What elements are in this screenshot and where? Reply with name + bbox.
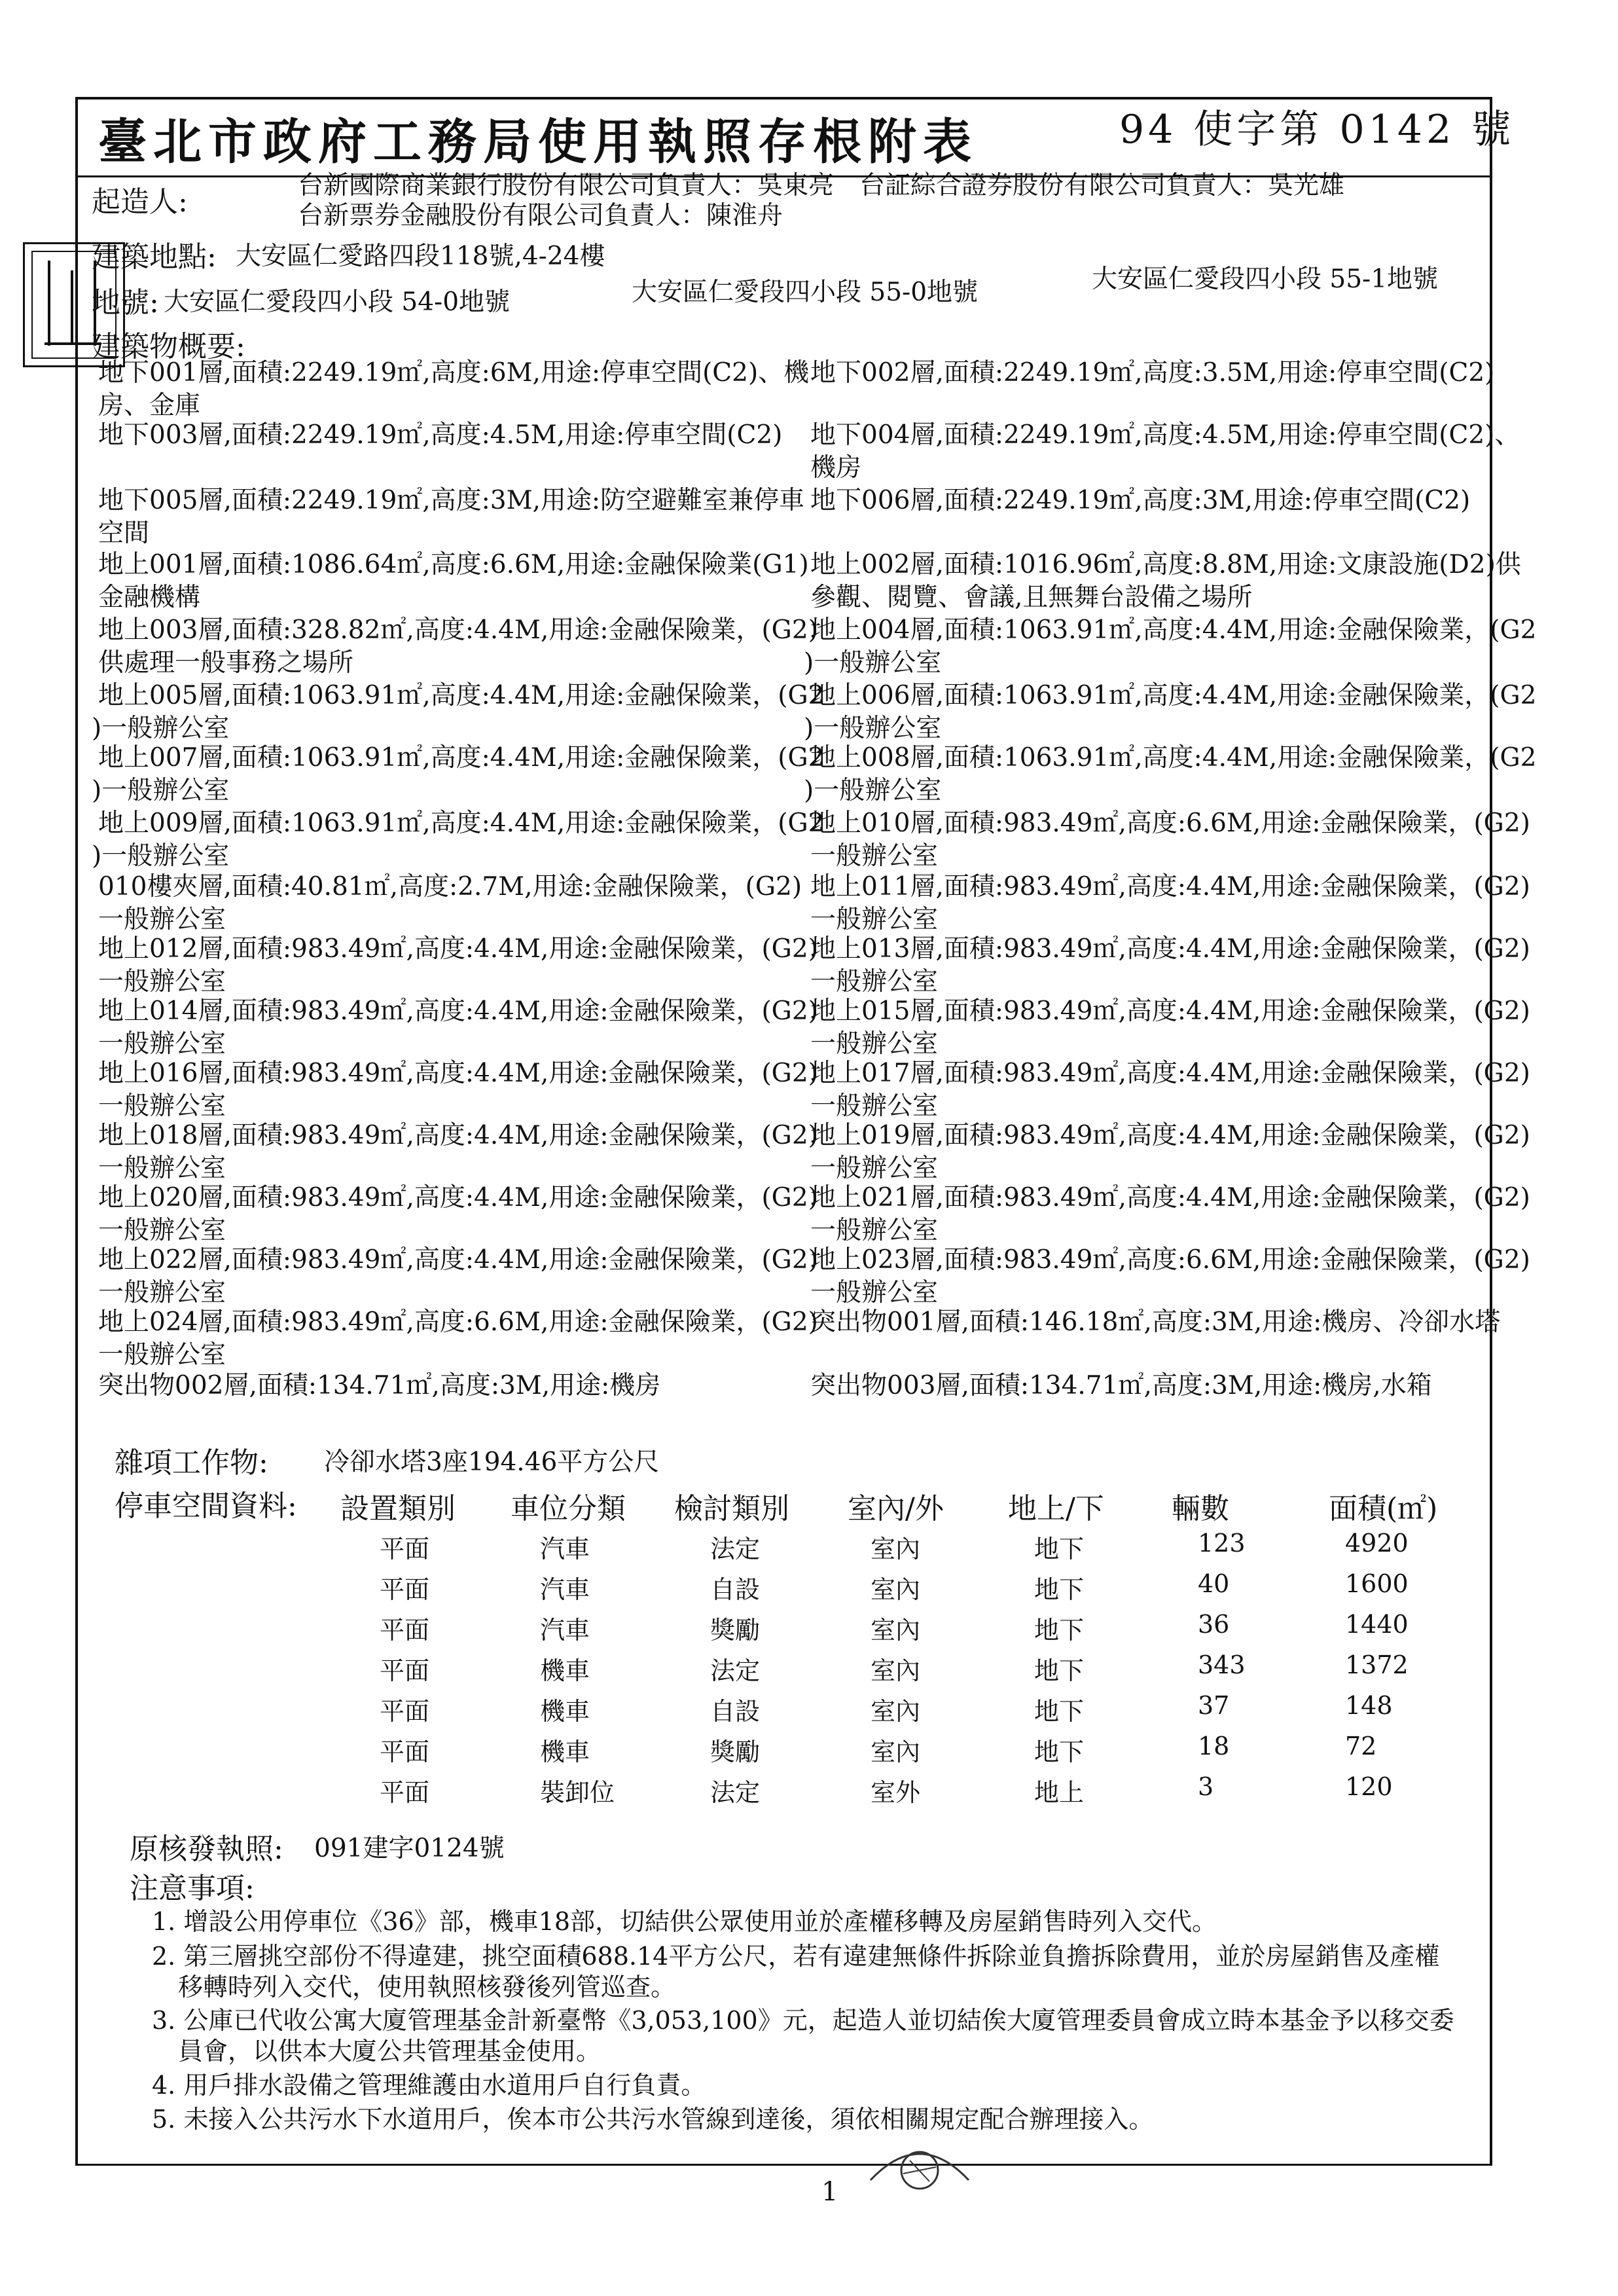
overview-right-entry	[810, 1057, 1530, 1123]
overview-right-entry	[804, 680, 1537, 745]
overview-right-entry	[810, 995, 1530, 1061]
overview-left-line: 地上009層,面積:1063.91㎡,高度:4.4M,用途:金融保險業，(G2	[98, 809, 825, 838]
overview-left-line: 突出物002層,面積:134.71㎡,高度:3M,用途:機房	[98, 1371, 661, 1400]
site-value: 大安區仁愛路四段118號,4-24樓	[236, 242, 605, 271]
parking-cell: 123	[1198, 1529, 1246, 1558]
parking-cell: 37	[1198, 1691, 1230, 1720]
overview-right-entry	[810, 871, 1530, 936]
note-item: 員會，以供本大廈公共管理基金使用。	[178, 2037, 602, 2066]
overview-left-line: 地上020層,面積:983.49㎡,高度:4.4M,用途:金融保險業，(G2)	[98, 1183, 818, 1212]
parking-header-cell: 面積(㎡)	[1329, 1492, 1438, 1525]
overview-left-line: 地上003層,面積:328.82㎡,高度:4.4M,用途:金融保險業，(G2)	[98, 615, 818, 645]
overview-left-line: 一般辦公室	[98, 967, 226, 996]
overview-right-line: 一般辦公室	[810, 1278, 939, 1307]
overview-left-entry	[98, 871, 802, 936]
overview-right-entry	[810, 419, 1520, 484]
parking-cell: 120	[1345, 1772, 1393, 1801]
page-number: 1	[821, 2177, 838, 2207]
parking-header-cell: 室內/外	[848, 1492, 944, 1525]
overview-left-line: 地上007層,面積:1063.91㎡,高度:4.4M,用途:金融保險業，(G2	[98, 743, 825, 773]
overview-label: 建築物概要:	[92, 330, 245, 363]
parking-cell: 自設	[710, 1697, 761, 1726]
parking-cell: 室外	[871, 1778, 921, 1807]
overview-left-line: 一般辦公室	[98, 1340, 226, 1370]
overview-right-entry	[804, 614, 1537, 680]
overview-left-entry	[98, 1370, 660, 1402]
parking-cell: 室內	[871, 1616, 921, 1645]
overview-left-line: 地上001層,面積:1086.64㎡,高度:6.6M,用途:金融保險業(G1)	[98, 550, 809, 579]
overview-right-entry	[810, 549, 1521, 614]
parking-cell: 343	[1198, 1650, 1246, 1679]
note-item: 1. 增設公用停車位《36》部，機車18部，切結供公眾使用並於產權移轉及房屋銷售時列入交代。	[152, 1907, 1217, 1936]
overview-left-entry	[98, 1244, 818, 1309]
parking-cell: 平面	[380, 1738, 430, 1766]
overview-right-line: )一般辦公室	[804, 776, 942, 805]
parking-cell: 自設	[710, 1575, 761, 1604]
parking-cell: 平面	[380, 1778, 430, 1807]
builder-label: 起造人:	[92, 185, 188, 219]
overview-left-entry	[98, 1306, 818, 1372]
lot-3: 大安區仁愛段四小段 55-1地號	[1092, 264, 1439, 294]
overview-right-entry	[810, 1244, 1530, 1309]
overview-right-line: 地上019層,面積:983.49㎡,高度:4.4M,用途:金融保險業，(G2)	[810, 1121, 1530, 1150]
misc-work-label: 雜項工作物:	[115, 1446, 268, 1480]
parking-cell: 平面	[380, 1656, 430, 1685]
overview-left-line: )一般辦公室	[92, 841, 230, 871]
parking-header-cell: 輛數	[1172, 1492, 1229, 1525]
overview-left-entry	[98, 995, 818, 1061]
overview-right-entry	[810, 1306, 1500, 1339]
parking-cell: 148	[1345, 1691, 1393, 1720]
overview-left-line: 地下001層,面積:2249.19㎡,高度:6M,用途:停車空間(C2)、機	[98, 358, 810, 388]
overview-left-line: 地上012層,面積:983.49㎡,高度:4.4M,用途:金融保險業，(G2)	[98, 934, 818, 964]
overview-left-entry	[92, 742, 825, 807]
parking-cell: 獎勵	[710, 1616, 761, 1645]
notes-label: 注意事項:	[130, 1872, 255, 1905]
parking-cell: 室內	[871, 1697, 921, 1726]
note-item: 移轉時列入交代，使用執照核發後列管巡查。	[178, 1973, 676, 2001]
overview-left-line: 一般辦公室	[98, 1216, 226, 1245]
builder-line-2: 台新票券金融股份有限公司負責人：陳淮舟	[298, 201, 783, 230]
overview-left-entry	[98, 1182, 818, 1247]
parking-cell: 地下	[1034, 1575, 1085, 1604]
overview-left-line: )一般辦公室	[92, 776, 230, 805]
parking-cell: 地下	[1034, 1697, 1085, 1726]
overview-left-line: 一般辦公室	[98, 1278, 226, 1307]
overview-left-line: 金融機構	[98, 583, 201, 612]
overview-right-line: 地上015層,面積:983.49㎡,高度:4.4M,用途:金融保險業，(G2)	[810, 996, 1530, 1026]
overview-left-entry	[98, 419, 782, 452]
overview-right-line: 地上010層,面積:983.49㎡,高度:6.6M,用途:金融保險業，(G2)	[810, 809, 1530, 838]
overview-right-line: 一般辦公室	[810, 1216, 939, 1245]
lot-label: 地號:	[92, 286, 159, 319]
parking-header-cell: 車位分類	[511, 1492, 626, 1525]
note-item: 5. 未接入公共污水下水道用戶，俟本市公共污水管線到達後，須依相關規定配合辦理接入。	[152, 2105, 1154, 2134]
original-permit-label: 原核發執照:	[130, 1832, 283, 1866]
overview-right-line: 一般辦公室	[810, 841, 939, 871]
parking-cell: 1440	[1345, 1610, 1409, 1639]
parking-cell: 平面	[380, 1575, 430, 1604]
overview-right-line: 地上021層,面積:983.49㎡,高度:4.4M,用途:金融保險業，(G2)	[810, 1183, 1530, 1212]
overview-right-entry	[810, 1370, 1432, 1402]
parking-cell: 地下	[1034, 1535, 1085, 1563]
parking-cell: 室內	[871, 1575, 921, 1604]
overview-left-line: 地下003層,面積:2249.19㎡,高度:4.5M,用途:停車空間(C2)	[98, 420, 783, 450]
overview-right-line: 一般辦公室	[810, 967, 939, 996]
parking-cell: 1600	[1345, 1569, 1409, 1598]
overview-left-line: 地上016層,面積:983.49㎡,高度:4.4M,用途:金融保險業，(G2)	[98, 1059, 818, 1088]
overview-right-line: 一般辦公室	[810, 905, 939, 934]
overview-left-line: 地上005層,面積:1063.91㎡,高度:4.4M,用途:金融保險業，(G2	[98, 681, 825, 710]
document-title: 臺北市政府工務局使用執照存根附表	[98, 114, 978, 170]
parking-header-cell: 設置類別	[340, 1492, 456, 1525]
document-number: 94 使字第 0142 號	[1119, 107, 1515, 153]
note-item: 2. 第三層挑空部份不得違建，挑空面積688.14平方公尺，若有違建無條件拆除並負擔拆除費用，並於房屋銷售及產權	[152, 1942, 1440, 1971]
overview-left-line: 一般辦公室	[98, 905, 226, 934]
overview-left-entry	[92, 807, 825, 873]
builder-line-1: 台新國際商業銀行股份有限公司負責人：吳東亮 台証綜合證券股份有限公司負責人：吳光雄	[298, 171, 1345, 200]
overview-left-entry	[92, 680, 825, 745]
overview-left-line: 空間	[98, 519, 150, 548]
parking-cell: 獎勵	[710, 1738, 761, 1766]
overview-right-entry	[810, 1120, 1530, 1185]
overview-left-line: 房、金庫	[98, 391, 201, 420]
overview-right-line: 地上004層,面積:1063.91㎡,高度:4.4M,用途:金融保險業，(G2	[810, 615, 1537, 645]
overview-left-entry	[98, 484, 804, 550]
parking-cell: 平面	[380, 1535, 430, 1563]
overview-right-line: 一般辦公室	[810, 1029, 939, 1059]
overview-left-entry	[98, 933, 818, 998]
parking-cell: 18	[1198, 1732, 1230, 1760]
overview-left-line: 地上014層,面積:983.49㎡,高度:4.4M,用途:金融保險業，(G2)	[98, 996, 818, 1026]
parking-cell: 室內	[871, 1738, 921, 1766]
overview-right-line: 地上013層,面積:983.49㎡,高度:4.4M,用途:金融保險業，(G2)	[810, 934, 1530, 964]
lot-1: 大安區仁愛段四小段 54-0地號	[164, 287, 511, 317]
parking-cell: 40	[1198, 1569, 1230, 1598]
note-item: 4. 用戶排水設備之管理維護由水道用戶自行負責。	[152, 2071, 706, 2100]
overview-right-line: 地下002層,面積:2249.19㎡,高度:3.5M,用途:停車空間(C2)	[810, 358, 1495, 388]
parking-cell: 地下	[1034, 1616, 1085, 1645]
seal-mark	[864, 2134, 975, 2206]
parking-cell: 地上	[1034, 1778, 1085, 1807]
original-permit-value: 091建字0124號	[314, 1834, 505, 1863]
parking-cell: 機車	[540, 1738, 590, 1766]
overview-right-line: 突出物003層,面積:134.71㎡,高度:3M,用途:機房,水箱	[810, 1371, 1432, 1400]
overview-left-line: 地上024層,面積:983.49㎡,高度:6.6M,用途:金融保險業，(G2)	[98, 1307, 818, 1337]
overview-right-line: 機房	[810, 453, 862, 483]
parking-cell: 地下	[1034, 1738, 1085, 1766]
overview-right-line: 地下004層,面積:2249.19㎡,高度:4.5M,用途:停車空間(C2)、	[810, 420, 1520, 450]
parking-header-cell: 地上/下	[1008, 1492, 1104, 1525]
parking-cell: 汽車	[540, 1575, 590, 1604]
lot-2: 大安區仁愛段四小段 55-0地號	[632, 278, 979, 307]
overview-right-entry	[810, 357, 1494, 390]
parking-cell: 法定	[710, 1656, 761, 1685]
overview-left-line: )一般辦公室	[92, 714, 230, 743]
overview-left-line: 地下005層,面積:2249.19㎡,高度:3M,用途:防空避難室兼停車	[98, 486, 805, 515]
parking-cell: 法定	[710, 1535, 761, 1563]
overview-left-line: 一般辦公室	[98, 1154, 226, 1183]
parking-cell: 室內	[871, 1535, 921, 1563]
parking-cell: 72	[1345, 1732, 1377, 1760]
overview-right-line: 地上023層,面積:983.49㎡,高度:6.6M,用途:金融保險業，(G2)	[810, 1245, 1530, 1275]
parking-cell: 平面	[380, 1616, 430, 1645]
overview-right-line: 地上008層,面積:1063.91㎡,高度:4.4M,用途:金融保險業，(G2	[810, 743, 1537, 773]
overview-right-line: 突出物001層,面積:146.18㎡,高度:3M,用途:機房、冷卻水塔	[810, 1307, 1501, 1337]
overview-left-entry	[98, 1057, 818, 1123]
overview-right-entry	[810, 807, 1530, 873]
overview-right-line: 一般辦公室	[810, 1091, 939, 1121]
overview-left-line: 地上022層,面積:983.49㎡,高度:4.4M,用途:金融保險業，(G2)	[98, 1245, 818, 1275]
parking-cell: 3	[1198, 1772, 1214, 1801]
overview-left-line: 010樓夾層,面積:40.81㎡,高度:2.7M,用途:金融保險業，(G2)	[98, 872, 802, 902]
overview-right-entry	[804, 742, 1537, 807]
overview-right-entry	[810, 933, 1530, 998]
parking-cell: 機車	[540, 1656, 590, 1685]
overview-right-entry	[810, 484, 1470, 517]
parking-cell: 機車	[540, 1697, 590, 1726]
note-item: 3. 公庫已代收公寓大廈管理基金計新臺幣《3,053,100》元，起造人並切結俟大廈管理委員會成立時本基金予以移交委	[152, 2006, 1454, 2035]
parking-cell: 汽車	[540, 1616, 590, 1645]
overview-right-line: 地下006層,面積:2249.19㎡,高度:3M,用途:停車空間(C2)	[810, 486, 1471, 515]
parking-cell: 室內	[871, 1656, 921, 1685]
overview-left-line: 供處理一般事務之場所	[98, 648, 354, 678]
overview-right-line: )一般辦公室	[804, 714, 942, 743]
parking-cell: 汽車	[540, 1535, 590, 1563]
overview-left-line: 一般辦公室	[98, 1091, 226, 1121]
overview-right-line: 地上017層,面積:983.49㎡,高度:4.4M,用途:金融保險業，(G2)	[810, 1059, 1530, 1088]
overview-left-line: 地上018層,面積:983.49㎡,高度:4.4M,用途:金融保險業，(G2)	[98, 1121, 818, 1150]
parking-cell: 平面	[380, 1697, 430, 1726]
overview-right-line: 地上002層,面積:1016.96㎡,高度:8.8M,用途:文康設施(D2)供	[810, 550, 1521, 579]
overview-right-entry	[810, 1182, 1530, 1247]
overview-left-entry	[98, 614, 818, 680]
parking-cell: 1372	[1345, 1650, 1409, 1679]
overview-right-line: )一般辦公室	[804, 648, 942, 678]
overview-right-line: 地上006層,面積:1063.91㎡,高度:4.4M,用途:金融保險業，(G2	[810, 681, 1537, 710]
overview-left-line: 一般辦公室	[98, 1029, 226, 1059]
site-label: 建築地點:	[92, 240, 217, 274]
overview-left-entry	[98, 1120, 818, 1185]
overview-left-entry	[98, 549, 809, 614]
overview-right-line: 地上011層,面積:983.49㎡,高度:4.4M,用途:金融保險業，(G2)	[810, 872, 1530, 902]
overview-right-line: 一般辦公室	[810, 1154, 939, 1183]
overview-right-line: 參觀、閱覽、會議,且無舞台設備之場所	[810, 583, 1253, 612]
misc-work-value: 冷卻水塔3座194.46平方公尺	[324, 1448, 660, 1477]
parking-cell: 4920	[1345, 1529, 1409, 1558]
overview-left-entry	[98, 357, 809, 422]
parking-cell: 地下	[1034, 1656, 1085, 1685]
parking-header-cell: 檢討類別	[674, 1492, 789, 1525]
parking-cell: 裝卸位	[540, 1778, 615, 1807]
parking-cell: 法定	[710, 1778, 761, 1807]
parking-label: 停車空間資料:	[115, 1489, 297, 1523]
parking-cell: 36	[1198, 1610, 1230, 1639]
